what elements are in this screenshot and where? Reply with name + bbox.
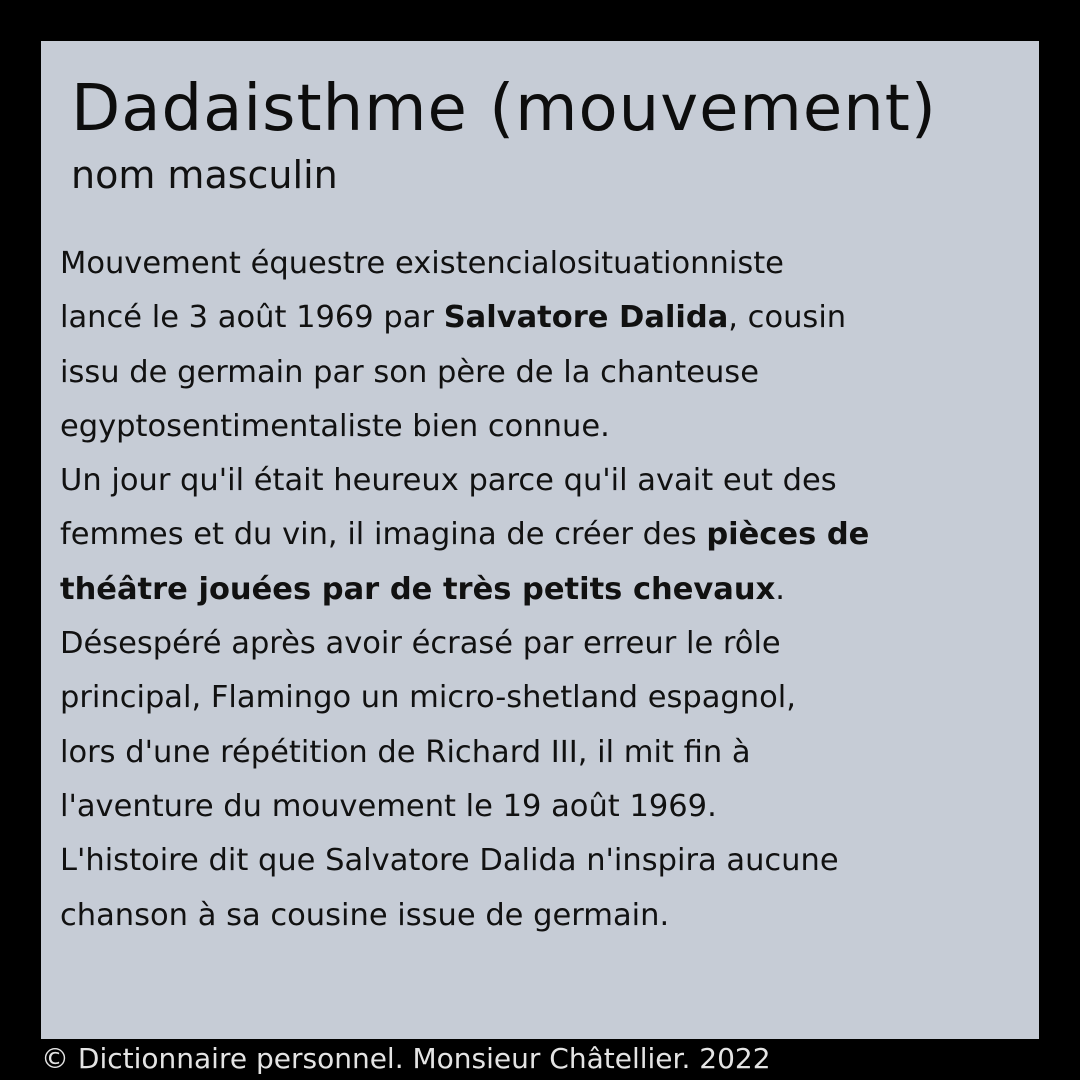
text-segment: l'aventure du mouvement le 19 août 1969.	[60, 788, 717, 824]
definition-line	[60, 563, 1035, 617]
definition-line	[60, 346, 1035, 400]
emphasized-text: théâtre jouées par de très petits chevaux	[60, 571, 776, 607]
definition-text	[60, 237, 1035, 943]
text-segment: femmes et du vin, il imagina de créer des	[60, 517, 707, 553]
definition-line	[60, 671, 1035, 725]
definition-card	[41, 41, 1039, 1039]
definition-line	[60, 508, 1035, 562]
text-segment: lors d'une répétition de Richard III, il mit fin à	[60, 734, 751, 770]
definition-line	[60, 291, 1035, 345]
text-segment: chanson à sa cousine issue de germain.	[60, 897, 670, 933]
text-segment: lancé le 3 août 1969 par	[60, 300, 444, 336]
definition-line	[60, 237, 1035, 291]
text-segment: .	[775, 571, 785, 607]
text-segment: egyptosentimentaliste bien connue.	[60, 408, 610, 444]
definition-line	[60, 726, 1035, 780]
definition-line	[60, 617, 1035, 671]
text-segment: Désespéré après avoir écrasé par erreur le rôle	[60, 626, 781, 662]
emphasized-text: pièces de	[706, 517, 870, 553]
definition-line	[60, 889, 1035, 943]
definition-line	[60, 454, 1035, 508]
text-segment: , cousin	[728, 300, 847, 336]
text-segment: Un jour qu'il était heureux parce qu'il avait eut des	[60, 463, 837, 499]
grammatical-category: nom masculin	[71, 153, 338, 197]
copyright-notice: © Dictionnaire personnel. Monsieur Châtellier. 2022	[41, 1042, 771, 1075]
emphasized-text: Salvatore Dalida	[443, 300, 729, 336]
text-segment: issu de germain par son père de la chanteuse	[60, 354, 759, 390]
text-segment: Mouvement équestre existencialosituationniste	[60, 246, 784, 281]
text-segment: L'histoire dit que Salvatore Dalida n'inspira aucune	[60, 843, 839, 879]
definition-line	[60, 834, 1035, 888]
text-segment: principal, Flamingo un micro-shetland espagnol,	[60, 680, 796, 716]
headword: Dadaisthme (mouvement)	[71, 72, 937, 146]
definition-line	[60, 400, 1035, 454]
definition-line	[60, 780, 1035, 834]
